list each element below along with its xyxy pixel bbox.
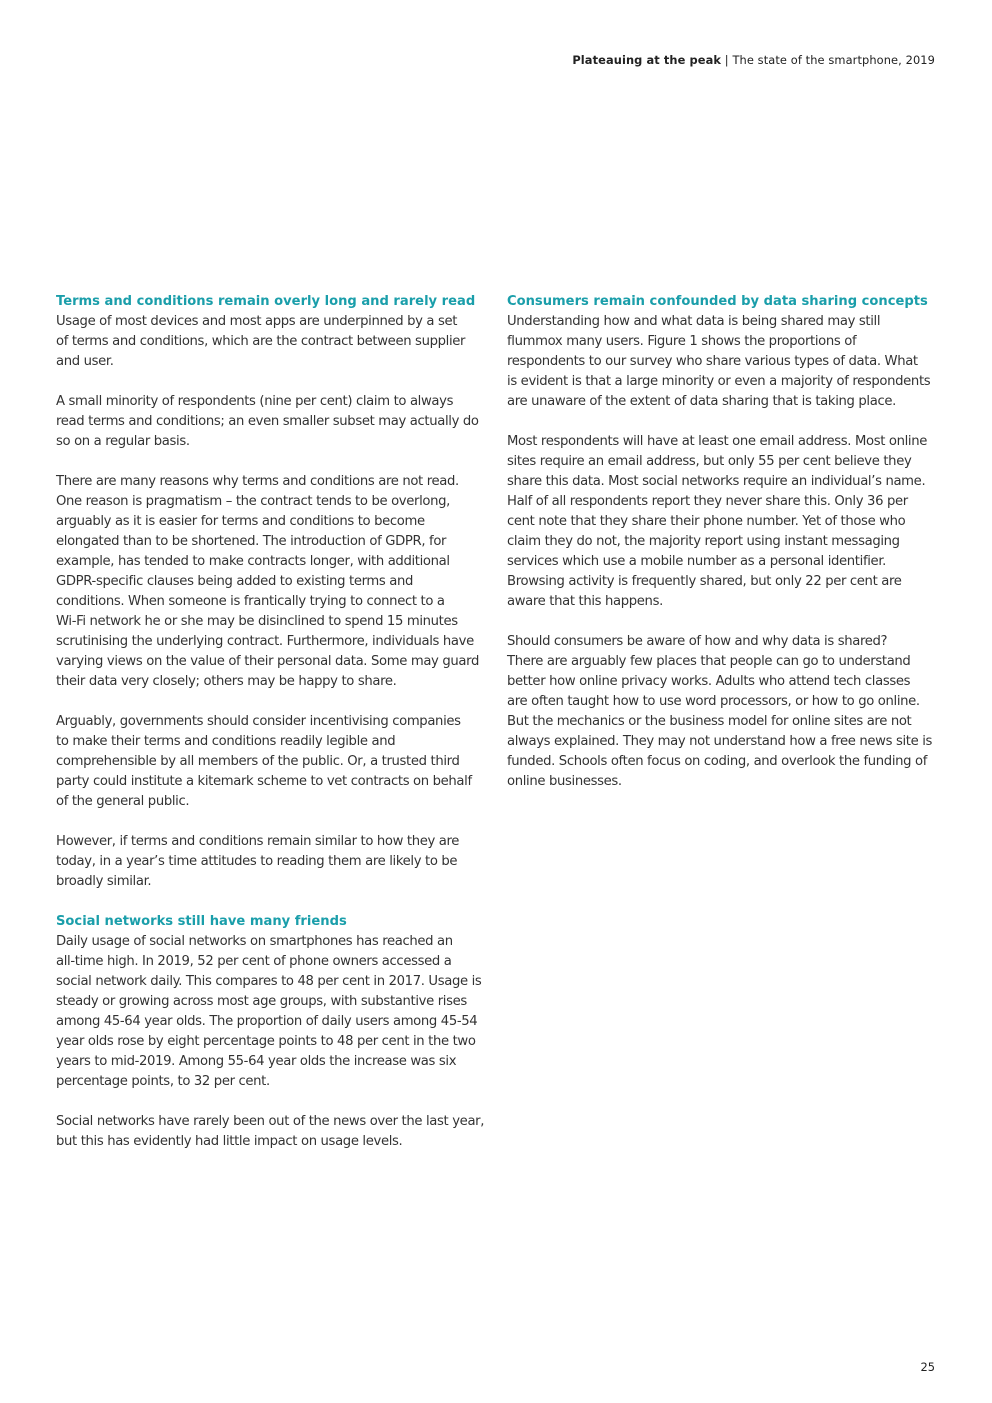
paragraph-line: social network daily. This compares to 48 per cent in 2017. Usage is bbox=[56, 974, 482, 989]
paragraph-line: always explained. They may not understand how a free news site is bbox=[507, 734, 933, 749]
paragraph-line: share this data. Most social networks require an individual’s name. bbox=[507, 474, 926, 489]
paragraph-line: year olds rose by eight percentage points to 48 per cent in the two bbox=[56, 1034, 476, 1049]
paragraph-line: There are arguably few places that people can go to understand bbox=[507, 654, 911, 669]
paragraph-line: Understanding how and what data is being shared may still bbox=[507, 314, 881, 329]
paragraph-line: of terms and conditions, which are the contract between supplier bbox=[56, 334, 466, 349]
paragraph-line: better how online privacy works. Adults who attend tech classes bbox=[507, 674, 911, 689]
paragraph-line: One reason is pragmatism – the contract tends to be overlong, bbox=[56, 494, 450, 509]
paragraph-line: years to mid-2019. Among 55-64 year olds the increase was six bbox=[56, 1054, 457, 1069]
paragraph-line: funded. Schools often focus on coding, and overlook the funding of bbox=[507, 754, 928, 769]
paragraph-line: elongated than to be shortened. The introduction of GDPR, for bbox=[56, 534, 447, 549]
paragraph-line: to make their terms and conditions readily legible and bbox=[56, 734, 396, 749]
page-number: 25 bbox=[920, 1360, 935, 1374]
paragraph-line: and user. bbox=[56, 354, 114, 369]
paragraph-line: arguably as it is easier for terms and conditions to become bbox=[56, 514, 425, 529]
paragraph-line: Half of all respondents report they never share this. Only 36 per bbox=[507, 494, 908, 509]
paragraph-line: There are many reasons why terms and conditions are not read. bbox=[56, 474, 459, 489]
paragraph bbox=[56, 932, 486, 1092]
paragraph bbox=[56, 472, 486, 692]
paragraph bbox=[56, 832, 486, 892]
paragraph-line: cent note that they share their phone number. Yet of those who bbox=[507, 514, 906, 529]
paragraph-line: of the general public. bbox=[56, 794, 190, 809]
paragraph-line: Daily usage of social networks on smartphones has reached an bbox=[56, 934, 453, 949]
paragraph-line: conditions. When someone is frantically trying to connect to a bbox=[56, 594, 445, 609]
paragraph-line: Social networks have rarely been out of the news over the last year, bbox=[56, 1114, 485, 1129]
paragraph bbox=[56, 392, 486, 452]
paragraph-line: services which use a mobile number as a personal identifier. bbox=[507, 554, 887, 569]
section-body-terms bbox=[56, 312, 486, 892]
paragraph-line: online businesses. bbox=[507, 774, 622, 789]
paragraph-line: claim they do not, the majority report using instant messaging bbox=[507, 534, 900, 549]
section-body-social bbox=[56, 932, 486, 1152]
running-header bbox=[572, 53, 935, 67]
paragraph-line: aware that this happens. bbox=[507, 594, 663, 609]
paragraph bbox=[56, 712, 486, 812]
paragraph-line: are often taught how to use word processors, or how to go online. bbox=[507, 694, 920, 709]
paragraph-line: are unaware of the extent of data sharing that is taking place. bbox=[507, 394, 896, 409]
paragraph-line: party could institute a kitemark scheme to vet contracts on behalf bbox=[56, 774, 472, 789]
paragraph-line: so on a regular basis. bbox=[56, 434, 190, 449]
paragraph bbox=[56, 312, 486, 372]
paragraph-line: GDPR-specific clauses being added to existing terms and bbox=[56, 574, 414, 589]
paragraph-line: Should consumers be aware of how and why data is shared? bbox=[507, 634, 888, 649]
paragraph bbox=[507, 312, 939, 412]
section-heading-data-sharing: Consumers remain confounded by data sharing concepts bbox=[507, 294, 928, 309]
paragraph bbox=[507, 632, 939, 792]
paragraph-line: comprehensible by all members of the public. Or, a trusted third bbox=[56, 754, 460, 769]
section-heading-terms: Terms and conditions remain overly long and rarely read bbox=[56, 294, 476, 309]
paragraph-line: Browsing activity is frequently shared, but only 22 per cent are bbox=[507, 574, 902, 589]
paragraph-line: example, has tended to make contracts longer, with additional bbox=[56, 554, 450, 569]
paragraph-line: varying views on the value of their personal data. Some may guard bbox=[56, 654, 479, 669]
paragraph-line: Wi-Fi network he or she may be disinclined to spend 15 minutes bbox=[56, 614, 458, 629]
paragraph-line: respondents to our survey who share various types of data. What bbox=[507, 354, 918, 369]
header-separator: | bbox=[721, 53, 733, 67]
left-column bbox=[56, 292, 486, 1172]
paragraph-line: A small minority of respondents (nine per cent) claim to always bbox=[56, 394, 454, 409]
paragraph-line: However, if terms and conditions remain similar to how they are bbox=[56, 834, 460, 849]
section-body-data-sharing bbox=[507, 312, 939, 792]
paragraph-line: Usage of most devices and most apps are underpinned by a set bbox=[56, 314, 458, 329]
paragraph-line: their data very closely; others may be happy to share. bbox=[56, 674, 397, 689]
paragraph-line: broadly similar. bbox=[56, 874, 152, 889]
paragraph-line: all-time high. In 2019, 52 per cent of phone owners accessed a bbox=[56, 954, 452, 969]
right-column bbox=[507, 292, 939, 812]
paragraph-line: among 45-64 year olds. The proportion of daily users among 45-54 bbox=[56, 1014, 478, 1029]
paragraph-line: is evident is that a large minority or even a majority of respondents bbox=[507, 374, 931, 389]
paragraph-line: but this has evidently had little impact on usage levels. bbox=[56, 1134, 403, 1149]
paragraph bbox=[56, 1112, 486, 1152]
header-title: Plateauing at the peak bbox=[572, 53, 722, 67]
section-heading-social: Social networks still have many friends bbox=[56, 914, 347, 929]
header-subtitle: The state of the smartphone, 2019 bbox=[732, 53, 935, 67]
paragraph-line: Arguably, governments should consider incentivising companies bbox=[56, 714, 461, 729]
paragraph-line: Most respondents will have at least one email address. Most online bbox=[507, 434, 928, 449]
paragraph-line: scrutinising the underlying contract. Furthermore, individuals have bbox=[56, 634, 474, 649]
paragraph-line: flummox many users. Figure 1 shows the proportions of bbox=[507, 334, 857, 349]
paragraph-line: read terms and conditions; an even smaller subset may actually do bbox=[56, 414, 479, 429]
paragraph-line: percentage points, to 32 per cent. bbox=[56, 1074, 270, 1089]
paragraph-line: steady or growing across most age groups, with substantive rises bbox=[56, 994, 467, 1009]
paragraph bbox=[507, 432, 939, 612]
paragraph-line: But the mechanics or the business model for online sites are not bbox=[507, 714, 912, 729]
paragraph-line: today, in a year’s time attitudes to reading them are likely to be bbox=[56, 854, 458, 869]
paragraph-line: sites require an email address, but only 55 per cent believe they bbox=[507, 454, 912, 469]
